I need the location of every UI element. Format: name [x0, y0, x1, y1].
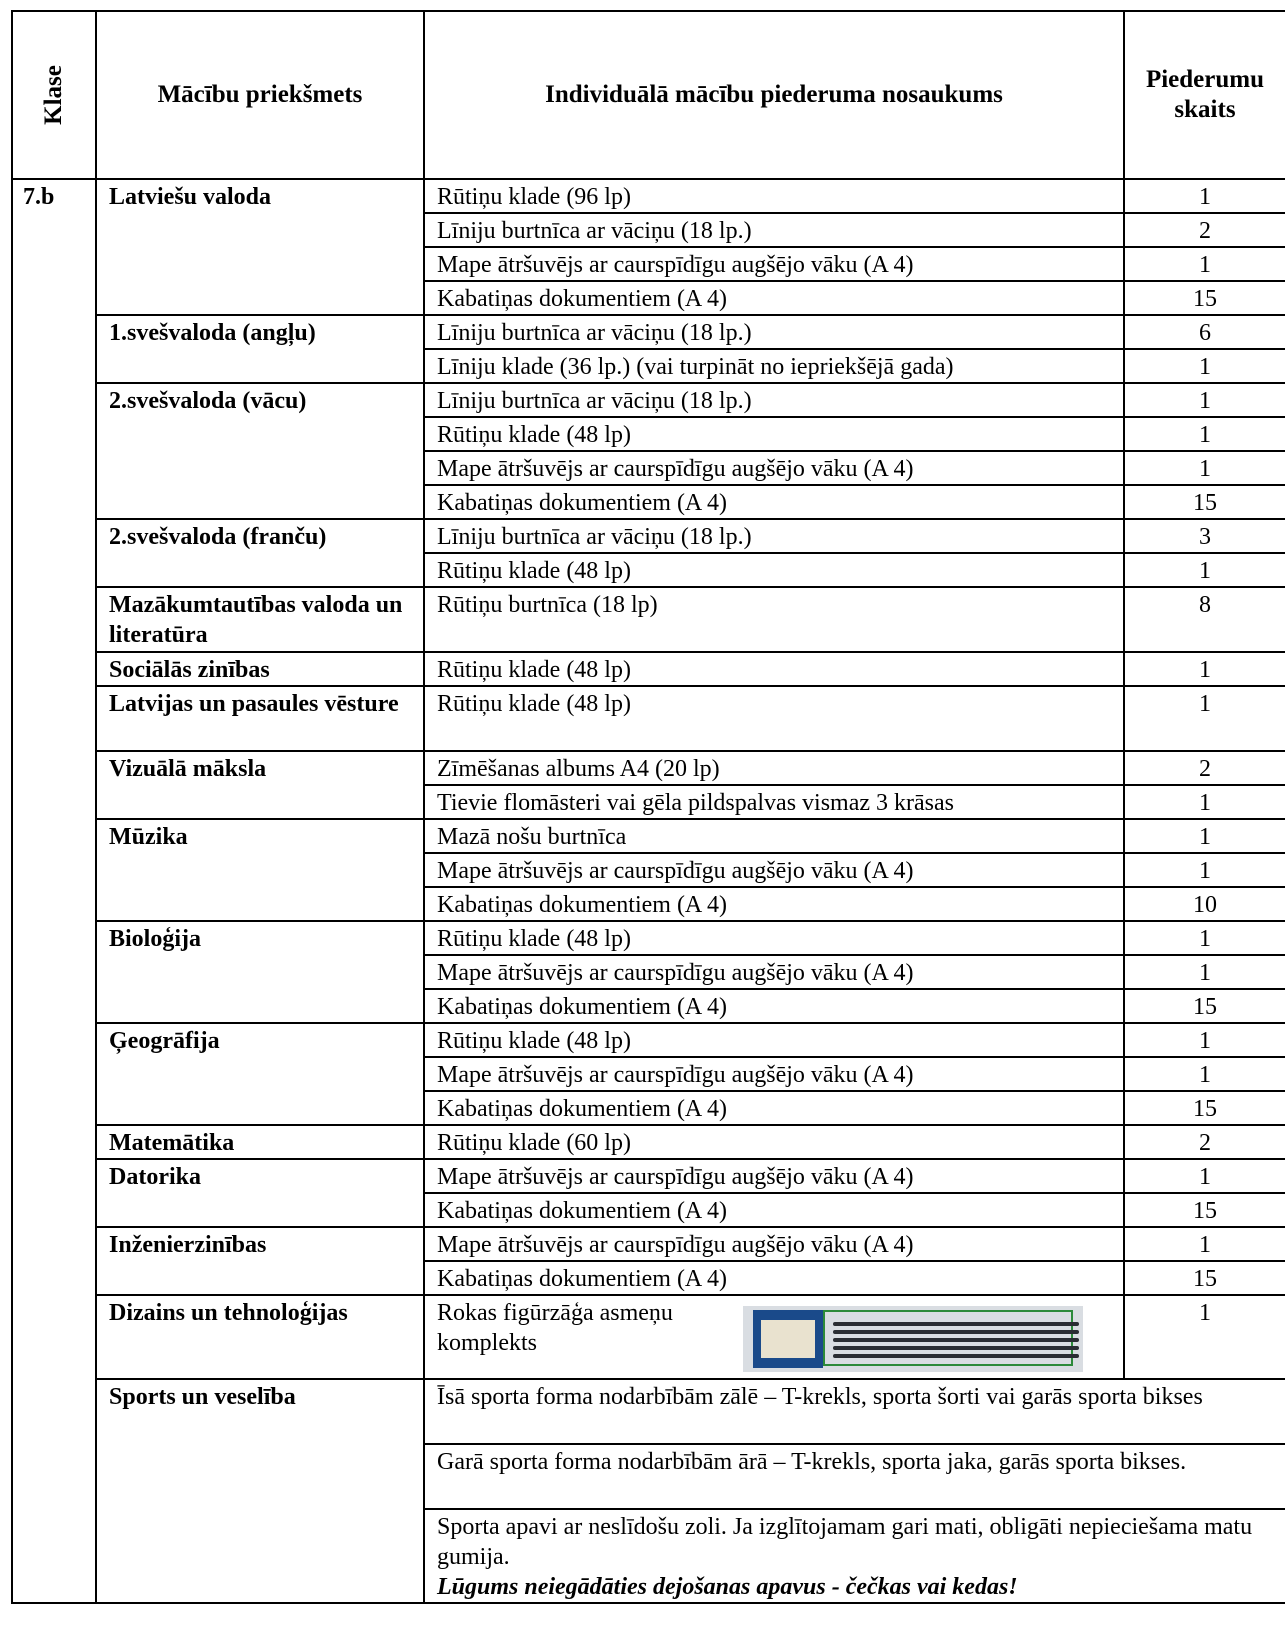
qty-cell: 1 — [1124, 652, 1285, 686]
subject-cell: Vizuālā māksla — [96, 751, 424, 819]
item-cell: Mape ātršuvējs ar caurspīdīgu augšējo vāku (A 4) — [424, 853, 1124, 887]
subject-cell: Sociālās zinības — [96, 652, 424, 686]
sports-item-cell — [424, 1509, 1285, 1603]
qty-cell: 15 — [1124, 989, 1285, 1023]
item-cell: Rūtiņu klade (48 lp) — [424, 417, 1124, 451]
item-cell: Kabatiņas dokumentiem (A 4) — [424, 989, 1124, 1023]
qty-cell: 2 — [1124, 1125, 1285, 1159]
header-subject: Mācību priekšmets — [96, 11, 424, 179]
table-header-row — [12, 11, 1285, 179]
item-cell: Rūtiņu klade (48 lp) — [424, 652, 1124, 686]
qty-cell: 15 — [1124, 485, 1285, 519]
qty-cell: 10 — [1124, 887, 1285, 921]
subject-cell: Latvijas un pasaules vēsture — [96, 686, 424, 751]
item-cell: Zīmēšanas albums A4 (20 lp) — [424, 751, 1124, 785]
qty-cell: 8 — [1124, 587, 1285, 652]
qty-cell: 1 — [1124, 1159, 1285, 1193]
header-qty: Piederumu skaits — [1124, 11, 1285, 179]
item-cell: Kabatiņas dokumentiem (A 4) — [424, 485, 1124, 519]
qty-cell: 6 — [1124, 315, 1285, 349]
supplies-list-sheet — [11, 10, 1285, 1604]
sports-item-text: Īsā sporta forma nodarbībām zālē – T-krekls, sporta šorti vai garās sporta bikses — [437, 1384, 1203, 1410]
qty-cell: 1 — [1124, 451, 1285, 485]
subject-cell: 2.svešvaloda (vācu) — [96, 383, 424, 519]
item-cell: Līniju klade (36 lp.) (vai turpināt no iepriekšējā gada) — [424, 349, 1124, 383]
qty-cell: 1 — [1124, 553, 1285, 587]
table-row — [12, 1227, 1285, 1261]
item-cell: Rūtiņu klade (48 lp) — [424, 921, 1124, 955]
item-cell: Līniju burtnīca ar vāciņu (18 lp.) — [424, 383, 1124, 417]
header-klase: Klase — [12, 11, 96, 179]
qty-cell: 1 — [1124, 179, 1285, 213]
qty-cell: 3 — [1124, 519, 1285, 553]
subject-cell: 1.svešvaloda (angļu) — [96, 315, 424, 383]
qty-cell: 2 — [1124, 213, 1285, 247]
item-cell: Kabatiņas dokumentiem (A 4) — [424, 1091, 1124, 1125]
qty-cell: 1 — [1124, 955, 1285, 989]
item-cell: Kabatiņas dokumentiem (A 4) — [424, 1261, 1124, 1295]
table-row — [12, 1125, 1285, 1159]
item-cell: Mape ātršuvējs ar caurspīdīgu augšējo vāku (A 4) — [424, 451, 1124, 485]
subject-cell: Ģeogrāfija — [96, 1023, 424, 1125]
subject-cell: Inženierzinības — [96, 1227, 424, 1295]
qty-cell: 1 — [1124, 785, 1285, 819]
sports-item-text: Sporta apavi ar neslīdošu zoli. Ja izglītojamam gari mati, obligāti nepieciešama matu gumija. — [437, 1514, 1253, 1570]
item-cell: Kabatiņas dokumentiem (A 4) — [424, 281, 1124, 315]
qty-cell: 15 — [1124, 281, 1285, 315]
subject-cell: Bioloģija — [96, 921, 424, 1023]
item-cell: Rūtiņu burtnīca (18 lp) — [424, 587, 1124, 652]
item-name: Rokas figūrzāģa asmeņu komplekts — [437, 1300, 673, 1356]
qty-cell: 1 — [1124, 853, 1285, 887]
qty-cell: 1 — [1124, 417, 1285, 451]
qty-cell: 1 — [1124, 819, 1285, 853]
item-cell: Līniju burtnīca ar vāciņu (18 lp.) — [424, 315, 1124, 349]
item-cell: Mape ātršuvējs ar caurspīdīgu augšējo vāku (A 4) — [424, 247, 1124, 281]
sports-item-cell — [424, 1444, 1285, 1509]
table-row — [12, 383, 1285, 417]
item-cell: Līniju burtnīca ar vāciņu (18 lp.) — [424, 519, 1124, 553]
item-cell: Mape ātršuvējs ar caurspīdīgu augšējo vāku (A 4) — [424, 1159, 1124, 1193]
sports-item-cell — [424, 1379, 1285, 1444]
table-row — [12, 921, 1285, 955]
table-row — [12, 179, 1285, 213]
subject-cell: 2.svešvaloda (franču) — [96, 519, 424, 587]
qty-cell: 1 — [1124, 686, 1285, 751]
qty-cell: 1 — [1124, 1295, 1285, 1379]
table-row — [12, 819, 1285, 853]
table-row — [12, 686, 1285, 751]
qty-cell: 1 — [1124, 349, 1285, 383]
table-row — [12, 751, 1285, 785]
subject-cell: Sports un veselība — [96, 1379, 424, 1603]
table-row — [12, 1295, 1285, 1379]
item-cell: Mape ātršuvējs ar caurspīdīgu augšējo vāku (A 4) — [424, 955, 1124, 989]
table-row — [12, 587, 1285, 652]
item-cell: Mazā nošu burtnīca — [424, 819, 1124, 853]
item-cell: Mape ātršuvējs ar caurspīdīgu augšējo vāku (A 4) — [424, 1057, 1124, 1091]
item-cell: Tievie flomāsteri vai gēla pildspalvas vismaz 3 krāsas — [424, 785, 1124, 819]
qty-cell: 15 — [1124, 1091, 1285, 1125]
qty-cell: 1 — [1124, 1057, 1285, 1091]
subject-cell: Latviešu valoda — [96, 179, 424, 315]
sports-item-text: Garā sporta forma nodarbībām ārā – T-krekls, sporta jaka, garās sporta bikses. — [437, 1449, 1187, 1475]
item-cell: Mape ātršuvējs ar caurspīdīgu augšējo vāku (A 4) — [424, 1227, 1124, 1261]
item-cell: Kabatiņas dokumentiem (A 4) — [424, 1193, 1124, 1227]
qty-cell: 15 — [1124, 1193, 1285, 1227]
subject-cell: Dizains un tehnoloģijas — [96, 1295, 424, 1379]
supplies-table — [11, 10, 1285, 1604]
table-body — [12, 179, 1285, 1603]
table-row — [12, 1159, 1285, 1193]
table-row — [12, 652, 1285, 686]
item-cell: Kabatiņas dokumentiem (A 4) — [424, 887, 1124, 921]
item-cell: Rūtiņu klade (60 lp) — [424, 1125, 1124, 1159]
qty-cell: 1 — [1124, 921, 1285, 955]
item-cell — [424, 1295, 1124, 1379]
qty-cell: 1 — [1124, 1023, 1285, 1057]
table-row — [12, 519, 1285, 553]
jigsaw-blades-image — [743, 1306, 1083, 1372]
item-cell: Rūtiņu klade (48 lp) — [424, 553, 1124, 587]
table-row — [12, 1023, 1285, 1057]
table-row — [12, 1379, 1285, 1444]
qty-cell: 1 — [1124, 383, 1285, 417]
subject-cell: Matemātika — [96, 1125, 424, 1159]
qty-cell: 15 — [1124, 1261, 1285, 1295]
header-item: Individuālā mācību piederuma nosaukums — [424, 11, 1124, 179]
qty-cell: 2 — [1124, 751, 1285, 785]
sports-note: Lūgums neiegādāties dejošanas apavus - čečkas vai kedas! — [437, 1574, 1018, 1600]
item-with-image — [437, 1298, 1115, 1372]
table-row — [12, 315, 1285, 349]
subject-cell: Mazākumtautības valoda un literatūra — [96, 587, 424, 652]
item-cell: Rūtiņu klade (48 lp) — [424, 1023, 1124, 1057]
klase-cell: 7.b — [12, 179, 96, 1603]
qty-cell: 1 — [1124, 1227, 1285, 1261]
qty-cell: 1 — [1124, 247, 1285, 281]
item-cell: Rūtiņu klade (48 lp) — [424, 686, 1124, 751]
item-cell: Rūtiņu klade (96 lp) — [424, 179, 1124, 213]
subject-cell: Datorika — [96, 1159, 424, 1227]
subject-cell: Mūzika — [96, 819, 424, 921]
item-cell: Līniju burtnīca ar vāciņu (18 lp.) — [424, 213, 1124, 247]
